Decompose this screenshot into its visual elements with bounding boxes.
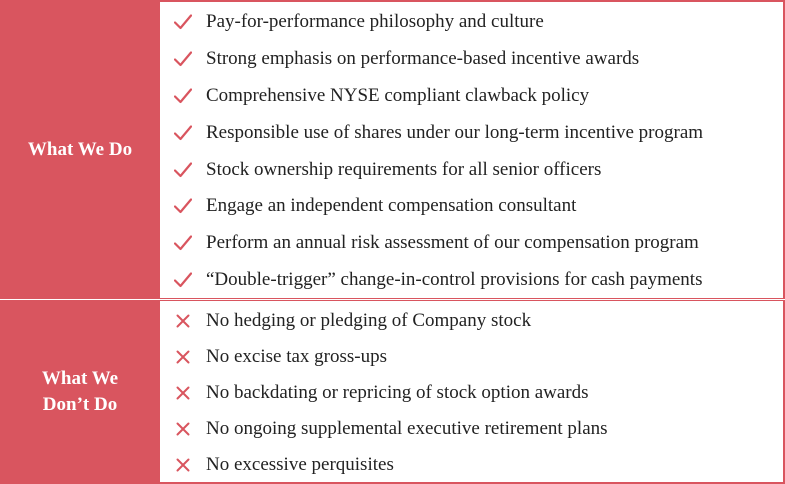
checkmark-icon	[160, 51, 206, 67]
do-item	[160, 262, 783, 299]
dont-item-text: No backdating or repricing of stock option awards	[206, 382, 589, 403]
do-item-text: Responsible use of shares under our long-term incentive program	[206, 121, 704, 143]
do-item-text: Perform an annual risk assessment of our compensation program	[206, 232, 699, 254]
do-item-text: “Double-trigger” change-in-control provisions for cash payments	[206, 268, 703, 290]
dont-item	[160, 447, 783, 483]
checkmark-icon	[160, 14, 206, 30]
checkmark-icon	[160, 162, 206, 178]
what-we-do-label-text: What We Do	[27, 139, 133, 160]
do-item	[160, 41, 783, 78]
what-we-dont-do-label	[0, 300, 160, 484]
cross-icon	[160, 458, 206, 472]
do-item-text: Pay-for-performance philosophy and culture	[206, 11, 544, 33]
dont-item-text: No hedging or pledging of Company stock	[206, 310, 532, 331]
do-item-text: Engage an independent compensation consultant	[206, 195, 577, 217]
do-item-text: Strong emphasis on performance-based incentive awards	[206, 48, 640, 70]
checkmark-icon	[160, 272, 206, 288]
dont-item	[160, 411, 783, 447]
dont-item	[160, 303, 783, 339]
checkmark-icon	[160, 125, 206, 141]
do-item	[160, 78, 783, 115]
dont-item	[160, 375, 783, 411]
do-item-text: Comprehensive NYSE compliant clawback policy	[206, 84, 590, 106]
cross-icon	[160, 350, 206, 364]
cross-icon	[160, 386, 206, 400]
do-item	[160, 188, 783, 225]
do-item	[160, 114, 783, 151]
cross-icon	[160, 422, 206, 436]
dont-item-text: No excessive perquisites	[206, 454, 394, 475]
do-item	[160, 225, 783, 262]
checkmark-icon	[160, 198, 206, 214]
dont-item-text: No excise tax gross-ups	[206, 346, 387, 367]
what-we-dont-do-list	[160, 300, 785, 484]
checkmark-icon	[160, 88, 206, 104]
checkmark-icon	[160, 235, 206, 251]
what-we-dont-do-section	[0, 300, 785, 484]
dont-item-text: No ongoing supplemental executive retirement plans	[206, 418, 608, 439]
dont-item	[160, 339, 783, 375]
do-item	[160, 4, 783, 41]
what-we-do-label	[0, 0, 160, 300]
what-we-dont-do-label-text: What We Don’t Do	[41, 368, 119, 415]
do-item	[160, 151, 783, 188]
what-we-do-list	[160, 0, 785, 300]
do-item-text: Stock ownership requirements for all senior officers	[206, 158, 602, 180]
cross-icon	[160, 314, 206, 328]
